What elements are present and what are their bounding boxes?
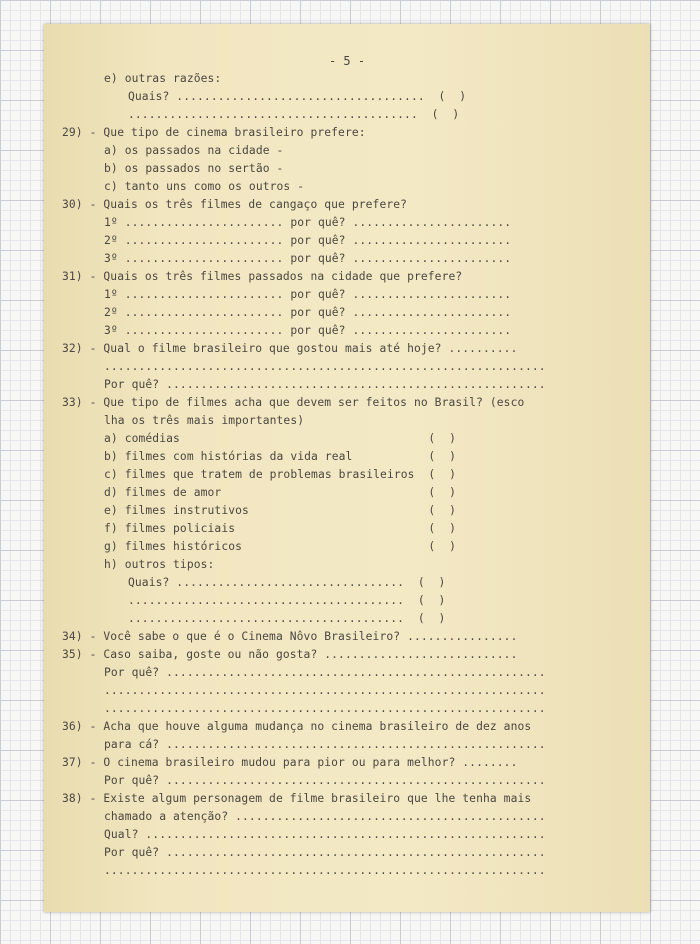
text-line: .......................................... ( ): [128, 108, 460, 121]
text-line: 29) - Que tipo de cinema brasileiro prefere:: [62, 126, 366, 139]
text-line: 35) - Caso saiba, goste ou não gosta? ............................: [62, 648, 518, 661]
text-line: ................................................................: [104, 702, 546, 715]
text-line: ................................................................: [104, 360, 546, 373]
text-line: c) filmes que tratem de problemas brasileiros ( ): [104, 468, 456, 481]
text-line: 37) - O cinema brasileiro mudou para pior ou para melhor? ........: [62, 756, 518, 769]
text-line: 2º ....................... por quê? .......................: [104, 306, 512, 319]
text-line: Quais? .................................... ( ): [128, 90, 467, 103]
text-line: ........................................ ( ): [128, 594, 446, 607]
text-line: 33) - Que tipo de filmes acha que devem ser feitos no Brasil? (esco: [62, 396, 525, 409]
text-line: h) outros tipos:: [104, 558, 215, 571]
text-line: lha os três mais importantes): [104, 414, 305, 427]
text-line: Por quê? .......................................................: [104, 774, 546, 787]
text-line: 32) - Qual o filme brasileiro que gostou mais até hoje? ..........: [62, 342, 518, 355]
text-line: Qual? ..........................................................: [104, 828, 546, 841]
text-line: ........................................ ( ): [128, 612, 446, 625]
text-line: Por quê? .......................................................: [104, 666, 546, 679]
text-line: ................................................................: [104, 864, 546, 877]
text-line: 1º ....................... por quê? .......................: [104, 288, 512, 301]
text-line: c) tanto uns como os outros -: [104, 180, 305, 193]
text-line: b) os passados no sertão -: [104, 162, 284, 175]
text-line: 31) - Quais os três filmes passados na cidade que prefere?: [62, 270, 463, 283]
text-line: a) os passados na cidade -: [104, 144, 284, 157]
text-line: para cá? .......................................................: [104, 738, 546, 751]
text-line: 30) - Quais os três filmes de cangaço que prefere?: [62, 198, 408, 211]
text-line: d) filmes de amor ( ): [104, 486, 456, 499]
text-line: Quais? ................................. ( ): [128, 576, 446, 589]
questionnaire-page: [44, 24, 650, 912]
text-line: 1º ....................... por quê? .......................: [104, 216, 512, 229]
text-line: e) filmes instrutivos ( ): [104, 504, 456, 517]
text-line: Por quê? .......................................................: [104, 846, 546, 859]
text-line: 2º ....................... por quê? .......................: [104, 234, 512, 247]
page-number: - 5 -: [328, 54, 366, 68]
text-line: 3º ....................... por quê? .......................: [104, 324, 512, 337]
text-line: e) outras razões:: [104, 72, 222, 85]
text-line: Por quê? .......................................................: [104, 378, 546, 391]
text-line: a) comédias ( ): [104, 432, 456, 445]
text-line: 3º ....................... por quê? .......................: [104, 252, 512, 265]
text-line: g) filmes históricos ( ): [104, 540, 456, 553]
text-line: chamado a atenção? .............................................: [104, 810, 546, 823]
text-line: 36) - Acha que houve alguma mudança no cinema brasileiro de dez anos: [62, 720, 532, 733]
text-line: b) filmes com histórias da vida real ( ): [104, 450, 456, 463]
text-line: f) filmes policiais ( ): [104, 522, 456, 535]
text-line: 34) - Você sabe o que é o Cinema Nôvo Brasileiro? ................: [62, 630, 518, 643]
text-line: 38) - Existe algum personagem de filme brasileiro que lhe tenha mais: [62, 792, 532, 805]
text-line: ................................................................: [104, 684, 546, 697]
